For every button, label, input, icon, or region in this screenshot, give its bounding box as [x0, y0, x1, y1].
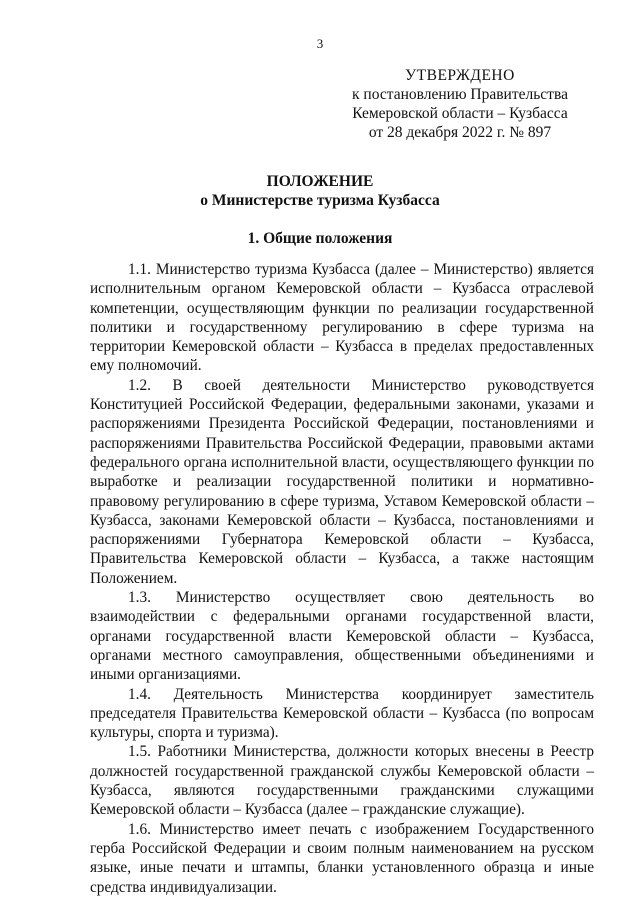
approval-line-date: от 28 декабря 2022 г. № 897: [368, 124, 552, 141]
document-body: [90, 260, 594, 897]
approval-line-resolution: к постановлению Правительства: [352, 86, 568, 103]
approval-line-region: Кемеровской области – Кузбасса: [352, 105, 568, 122]
paragraph-1-2: 1.2. В своей деятельности Министерство руководствуется Конституцией Российской Федерации, федеральными законами, указами и распоряжениями Президента Российской Федерации, постановлениями и распоряжениями Правительства Российской Федерации, правовыми актами федерального органа исполнительной власти, осуществляющего функции по выработке и реализации государственной политики и нормативно-правовому регулированию в сфере туризма, Уставом Кемеровской области – Кузбасса, законами Кемеровской области – Кузбасса, постановлениями и распоряжениями Губернатора Кемеровской области – Кузбасса, Правительства Кемеровской области – Кузбасса, а также настоящим Положением.: [90, 376, 594, 587]
document-title-subtitle: о Министерстве туризма Кузбасса: [200, 192, 440, 209]
page-number: 3: [316, 36, 324, 51]
document-title: [0, 172, 640, 210]
approval-stamp-word: УТВЕРЖДЕНО: [405, 67, 515, 84]
section-heading: 1. Общие положения: [247, 230, 393, 247]
paragraph-1-1: 1.1. Министерство туризма Кузбасса (далее – Министерство) является исполнительным органом Кемеровской области – Кузбасса отраслевой компетенции, осуществляющим функции по реализации государственной политики и государственному регулированию в сфере туризма на территории Кемеровской области – Кузбасса в пределах предоставленных ему полномочий.: [90, 261, 594, 375]
paragraph-1-3: 1.3. Министерство осуществляет свою деятельность во взаимодействии с федеральными органами государственной власти, органами государственной власти Кемеровской области – Кузбасса, органами местного самоуправления, общественными объединениями и иными организациями.: [90, 589, 594, 684]
approval-block: [330, 66, 590, 142]
paragraph-1-6: 1.6. Министерство имеет печать с изображением Государственного герба Российской Федерации и своим полным наименованием на русском языке, иные печати и штампы, бланки установленного образца и иные средства индивидуализации.: [90, 820, 594, 896]
document-title-main: ПОЛОЖЕНИЕ: [266, 173, 374, 190]
paragraph-1-4: 1.4. Деятельность Министерства координирует заместитель председателя Правительства Кемеровской области – Кузбасса (по вопросам культуры, спорта и туризма).: [90, 685, 594, 742]
paragraph-1-5: 1.5. Работники Министерства, должности которых внесены в Реестр должностей государственной гражданской службы Кемеровской области – Кузбасса, являются государственными гражданскими служащими Кемеровской области – Кузбасса (далее – гражданские служащие).: [90, 743, 594, 819]
